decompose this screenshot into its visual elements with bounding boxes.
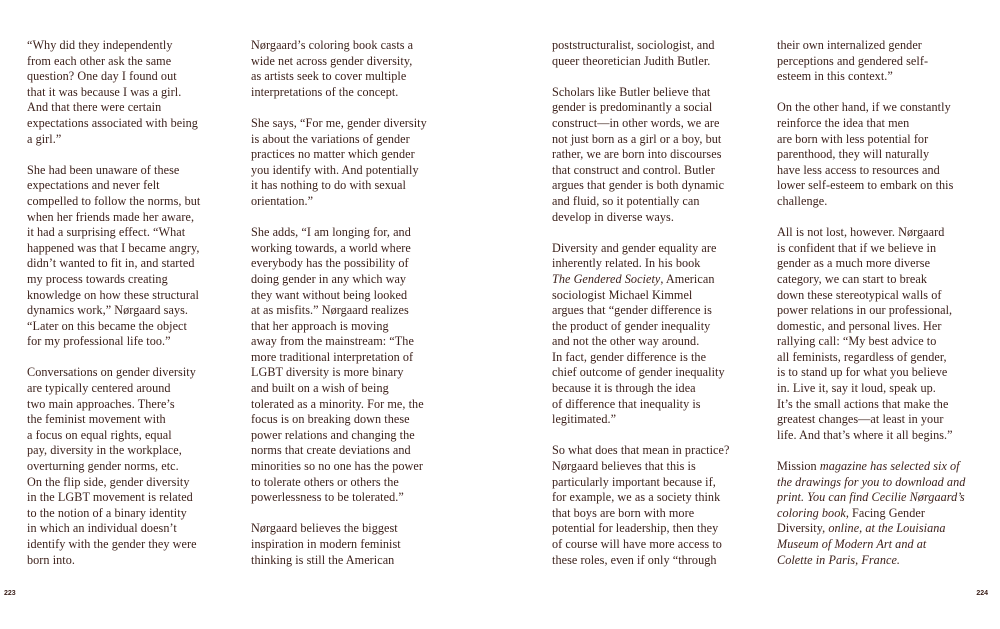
page-number-right: 224 [976, 590, 988, 597]
paragraph: Nørgaard’s coloring book casts a wide net across gender diversity, as artists seek to cover multiple interpretations of the concept. [251, 38, 414, 99]
paragraph: So what does that mean in practice? Nørgaard believes that this is particularly important because if, for example, we as a society think that boys are born with more potential for leadership, then they of course will have more access to these roles, even if only “through [552, 443, 730, 567]
book-title: The Gendered Society [552, 271, 661, 286]
paragraph: Conversations on gender diversity are typically centered around two main approaches. There’s the feminist movement with a focus on equal rights, equal pay, diversity in the workplace, overturning gender norms, etc. On the flip side, gender diversity in the LGBT movement is related to the notion of a binary identity in which an individual doesn’t identify with the gender they were born into. [27, 365, 197, 567]
paragraph: poststructuralist, sociologist, and queer theoretician Judith Butler. [552, 38, 715, 68]
paragraph: She had been unaware of these expectations and never felt compelled to follow the norms, but when her friends made her aware, it had a surprising effect. “What happened was that I became angry, didn’t wanted to fit in, and started my process towards creating knowledge on how these structural dynamics work,” Nørgaard says. “Later on this became the object for my professional life too.” [27, 162, 201, 349]
paragraph: Nørgaard believes the biggest inspiration in modern feminist thinking is still the American [251, 521, 401, 567]
column-4 [777, 38, 977, 568]
note-text-roman: Facing Gender Diversity, [777, 505, 925, 536]
paragraph: She says, “For me, gender diversity is about the variations of gender practices no matter which gender you identify with. And potentially it has nothing to do with sexual orientation.” [251, 115, 427, 208]
column-2 [251, 38, 451, 568]
paragraph-book-reference [552, 241, 752, 428]
note-text-roman: Mission [777, 459, 817, 474]
paragraph: All is not lost, however. Nørgaard is confident that if we believe in gender as a much more diverse category, we can start to break down these stereotypical walls of power relations in our professional, domestic, and personal lives. Her rallying call: “My best advice to all feminists, regardless of gender, is to stand up for what you believe in. Live it, say it loud, speak up. It’s the small actions that make the greatest changes—at least in your life. And that’s where it all begins.” [777, 225, 953, 442]
page-number-left: 223 [4, 590, 16, 597]
paragraph: their own internalized gender perceptions and gendered self- esteem in this context.” [777, 38, 929, 84]
note-text-italic: online, at the Louisiana Museum of Modern Art and at Colette in Paris, France. [777, 521, 946, 567]
text-run: Diversity and gender equality are inherently related. In his book [552, 240, 717, 271]
note-text-italic: magazine has selected six of the drawings for you to download and print. You can find Cecilie Nørgaard’s coloring book, [777, 459, 966, 520]
paragraph: “Why did they independently from each other ask the same question? One day I found out that it was because I was a girl. And that there were certain expectations associated with being a girl.” [27, 38, 198, 146]
paragraph: She adds, “I am longing for, and working towards, a world where everybody has the possibility of doing gender in any which way they want without being looked at as misfits.” Nørgaard realizes that her approach is moving away from the mainstream: “The more traditional interpretation of LGBT diversity is more binary and built on a wish of being tolerated as a minority. For me, the focus is on breaking down these power relations and changing the norms that create deviations and minorities so no one has the power to tolerate others or others the powerlessness to be tolerated.” [251, 225, 424, 505]
editor-note [777, 459, 977, 568]
paragraph: On the other hand, if we constantly reinforce the idea that men are born with less potential for parenthood, they will naturally have less access to resources and lower self-esteem to embark on this challenge. [777, 100, 954, 208]
paragraph: Scholars like Butler believe that gender is predominantly a social construct—in other words, we are not just born as a girl or a boy, but rather, we are born into discourses that construct and control. Butler argues that gender is both dynamic and fluid, so it potentially can develop in diverse ways. [552, 84, 725, 224]
column-1 [27, 38, 227, 568]
column-3 [552, 38, 752, 568]
text-run: , American sociologist Michael Kimmel argues that “gender difference is the product of gender inequality and not the other way around. In fact, gender difference is the chief outcome of gender inequality because it is through the idea of difference that inequality is legitimated.” [552, 271, 725, 427]
